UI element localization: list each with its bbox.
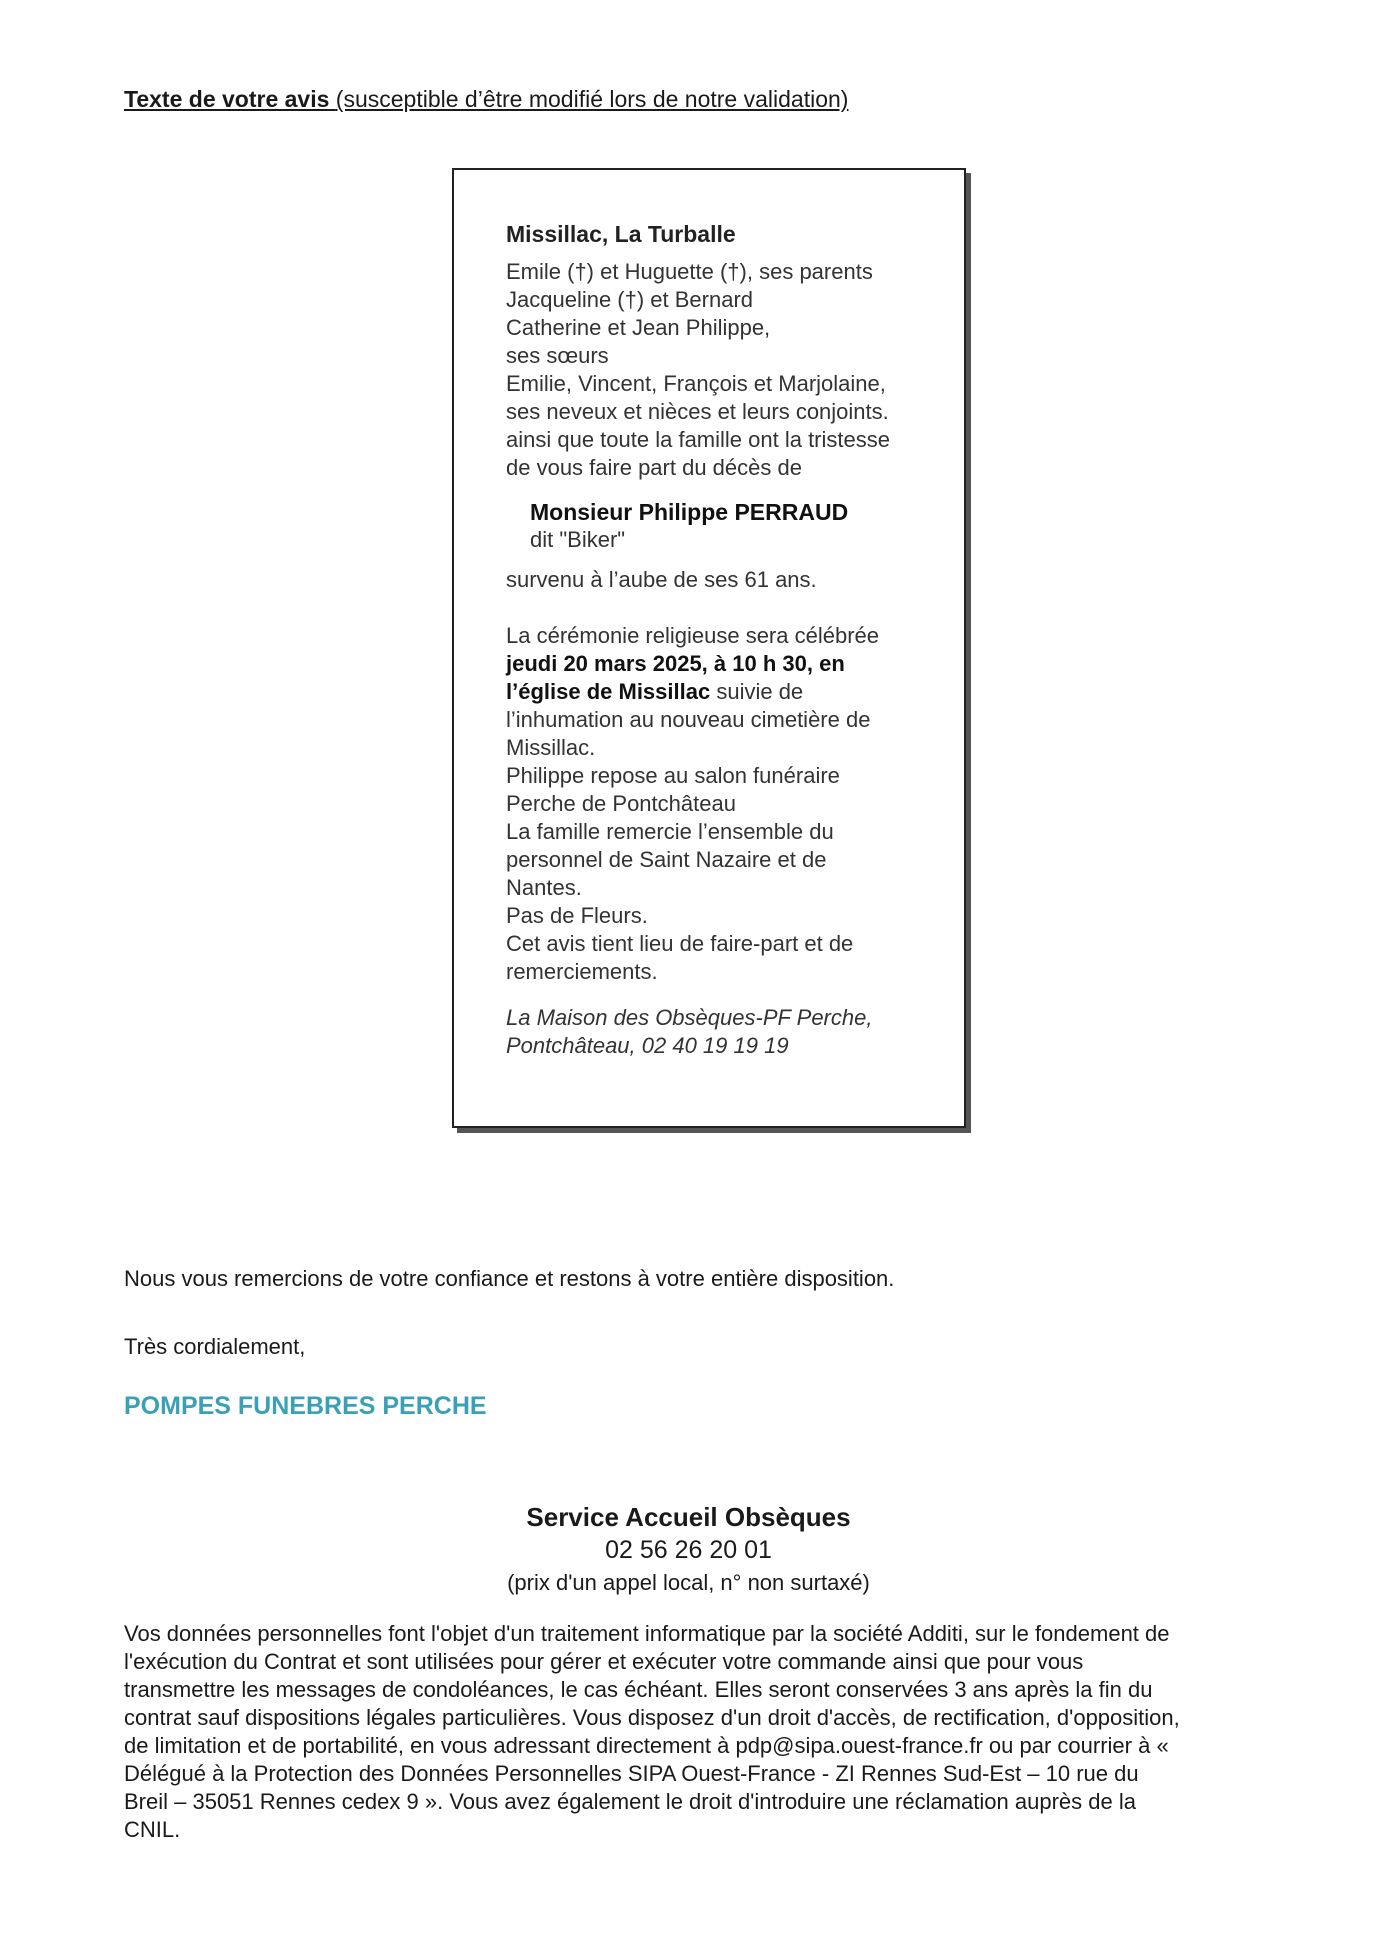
notice-heading <box>124 86 848 113</box>
privacy-notice <box>124 1620 1304 1844</box>
privacy-line: Vos données personnelles font l'objet d'un traitement informatique par la société Additi, sur le fondement de <box>124 1621 1170 1646</box>
obituary-notice-box <box>452 168 966 1128</box>
ceremony-line: La famille remercie l’ensemble du <box>506 819 834 844</box>
family-line: ses neveux et nièces et leurs conjoints. <box>506 399 889 424</box>
service-note: (prix d'un appel local, n° non surtaxé) <box>507 1570 870 1595</box>
privacy-line: de limitation et de portabilité, en vous adressant directement à pdp@sipa.ouest-france.fr ou par courrier à « <box>124 1733 1169 1758</box>
ceremony-line: Cet avis tient lieu de faire-part et de <box>506 931 854 956</box>
ceremony-line: Perche de Pontchâteau <box>506 791 736 816</box>
privacy-line: Délégué à la Protection des Données Personnelles SIPA Ouest-France - ZI Rennes Sud-Est – 10 rue du <box>124 1761 1139 1786</box>
privacy-line: CNIL. <box>124 1817 181 1842</box>
heading-rest: (susceptible d’être modifié lors de notre validation) <box>335 86 849 112</box>
family-line: ainsi que toute la famille ont la tristesse <box>506 427 890 452</box>
ceremony-line: personnel de Saint Nazaire et de <box>506 847 827 872</box>
family-line: ses sœurs <box>506 343 609 368</box>
privacy-line: l'exécution du Contrat et sont utilisées pour gérer et exécuter votre commande ainsi que pour vous <box>124 1649 1084 1674</box>
funeral-home-signature <box>506 1004 946 1060</box>
ceremony-place-bold: l’église de Missillac <box>506 679 711 704</box>
family-line: Emile (†) et Huguette (†), ses parents <box>506 259 873 284</box>
deceased-nickname: dit "Biker" <box>530 527 626 552</box>
family-line: Catherine et Jean Philippe, <box>506 315 771 340</box>
signature-line: La Maison des Obsèques-PF Perche, <box>506 1005 873 1030</box>
service-phone: 02 56 26 20 01 <box>605 1536 772 1564</box>
privacy-line: Breil – 35051 Rennes cedex 9 ». Vous avez également le droit d'introduire une réclamation auprès de la <box>124 1789 1136 1814</box>
privacy-line: contrat sauf dispositions légales particulières. Vous disposez d'un droit d'accès, de rectification, d'opposition, <box>124 1705 1180 1730</box>
ceremony-place <box>506 678 946 706</box>
privacy-line: transmettre les messages de condoléances, le cas échéant. Elles seront conservées 3 ans après la fin du <box>124 1677 1153 1702</box>
age-line: survenu à l’aube de ses 61 ans. <box>506 567 817 592</box>
deceased-name: Monsieur Philippe PERRAUD <box>530 499 849 525</box>
ceremony-line: l’inhumation au nouveau cimetière de <box>506 707 871 732</box>
family-line: de vous faire part du décès de <box>506 455 802 480</box>
ceremony-place-rest: suivie de <box>710 679 804 704</box>
service-title: Service Accueil Obsèques <box>526 1502 851 1532</box>
spacer <box>506 594 946 622</box>
ceremony-date <box>506 650 946 678</box>
signature-line: Pontchâteau, 02 40 19 19 19 <box>506 1033 789 1058</box>
regards-text: Très cordialement, <box>124 1334 306 1359</box>
ceremony-line: Nantes. <box>506 875 582 900</box>
ceremony-line: Pas de Fleurs. <box>506 903 648 928</box>
notice-location: Missillac, La Turballe <box>506 221 736 247</box>
obituary-notice-text <box>506 220 946 1060</box>
family-line: Emilie, Vincent, François et Marjolaine, <box>506 371 886 396</box>
family-line: Jacqueline (†) et Bernard <box>506 287 754 312</box>
company-name: POMPES FUNEBRES PERCHE <box>124 1392 487 1420</box>
ceremony-line: Philippe repose au salon funéraire <box>506 763 840 788</box>
deceased-block <box>530 498 946 554</box>
ceremony-line: Missillac. <box>506 735 596 760</box>
ceremony-date-bold: jeudi 20 mars 2025, à 10 h 30, en <box>506 651 845 676</box>
ceremony-intro: La cérémonie religieuse sera célébrée <box>506 623 879 648</box>
heading-bold: Texte de votre avis <box>124 86 330 112</box>
thanks-text: Nous vous remercions de votre confiance et restons à votre entière disposition. <box>124 1266 895 1291</box>
ceremony-line: remerciements. <box>506 959 658 984</box>
